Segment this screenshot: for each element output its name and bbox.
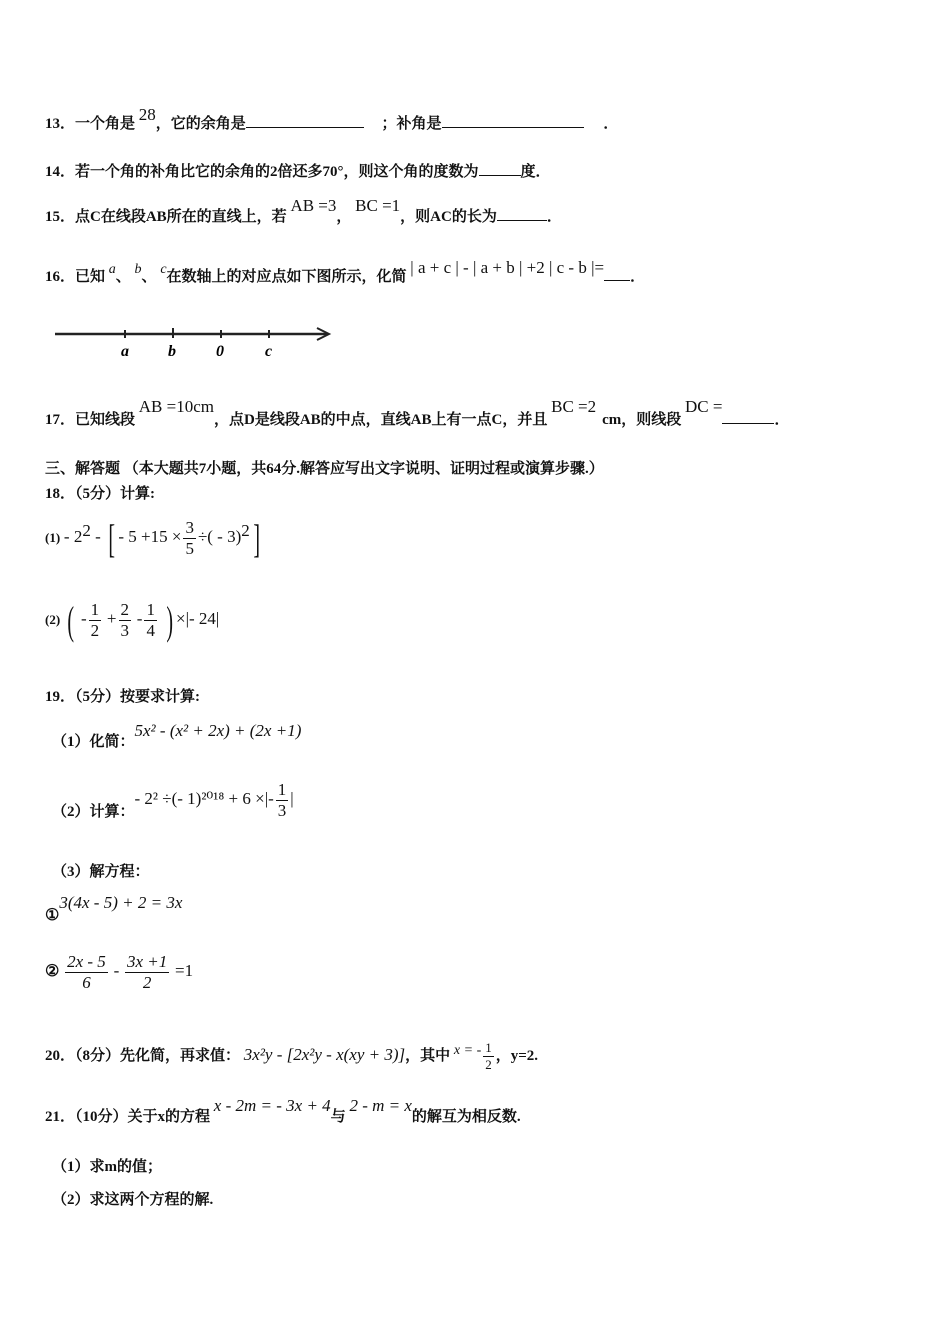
q21-line (45, 1096, 521, 1126)
q18-p2-fraction-2: $\frac{2}{3}$ (120, 600, 130, 640)
number-line (55, 325, 345, 370)
q13-line (45, 105, 619, 133)
q17-ab: AB =10cm (138, 397, 215, 416)
q14-number: 14． (45, 164, 76, 180)
q15-text-2: ，则AC的长为 (400, 209, 497, 225)
q15-ab: AB =3 (290, 196, 337, 215)
q15-end: ． (546, 209, 562, 225)
q21-sub-1: （1）求m的值； (52, 1159, 162, 1175)
q18-p1-minus: - (90, 526, 106, 546)
q16-text-2: 在数轴上的对应点如下图所示，化简 (166, 269, 407, 285)
label-b: b (168, 343, 176, 360)
q19-eq2-mark: ② (45, 962, 60, 980)
q20-fraction: $\frac{1}{2}$ (485, 1040, 492, 1072)
q15-line (45, 196, 562, 226)
q20-text-1: （8分）先化简，再求值： (75, 1047, 241, 1064)
q17-answer-blank[interactable] (722, 409, 774, 424)
q19-p2-label: （2）计算： (52, 803, 135, 820)
q18-p2-op-2: + (106, 608, 117, 628)
q20-text-2: ，其中 (405, 1047, 451, 1064)
q13-angle: 28 (138, 105, 156, 124)
q16-number: 16． (45, 269, 76, 285)
q16-var-c: c (160, 262, 167, 277)
q18-part-2: (2) ( - $\frac{1}{2}$ + $\frac{2}{3}$ - $\frac{1}{4}$ ) ×|- 24| (45, 597, 220, 643)
q19-eq1-mark: ① (45, 907, 60, 924)
q18-p2-op-3: - (136, 608, 143, 628)
q17-text-1: 已知线段 (75, 412, 136, 428)
q15-text-1: 点C在线段AB所在的直线上，若 (75, 209, 287, 225)
q18-p1-inner: - 5 +15 × (118, 526, 182, 546)
q19-heading: 19．（5分）按要求计算: (45, 689, 200, 705)
q16-sep-2: 、 (141, 269, 157, 285)
q14-answer-blank[interactable] (479, 161, 521, 176)
q16-expression: | a + c | - | a + b | +2 | c - b |= (410, 258, 605, 277)
q19-p2-expression: - 2² ÷(- 1)²⁰¹⁸ + 6 ×|- (134, 788, 274, 808)
q16-answer-blank[interactable] (604, 266, 630, 281)
q17-text-3: cm，则线段 (602, 412, 682, 428)
q20-x-value: x = - (453, 1042, 482, 1058)
q16-line (45, 258, 646, 286)
q19-p2-tail: | (290, 788, 294, 808)
q21-text-2: 与 (330, 1109, 346, 1125)
q19-equation-1 (45, 893, 183, 924)
q21-equation-2: 2 - m = x (349, 1096, 412, 1115)
q18-p2-op-1: - (81, 608, 87, 628)
q18-p2-tail: ×|- 24| (176, 608, 220, 628)
q16-text-1: 已知 (75, 269, 106, 285)
q18-p1-fraction: $\frac{3}{5}$ (185, 518, 194, 558)
q17-dc: DC = (685, 397, 723, 416)
label-a: a (121, 343, 129, 360)
q13-number: 13． (45, 116, 76, 132)
q19-part-3-label: （3）解方程： (52, 864, 150, 880)
q18-p2-label: (2) (45, 611, 61, 627)
q15-number: 15． (45, 209, 76, 225)
q15-answer-blank[interactable] (497, 206, 547, 221)
q21-text-1: （10分）关于x的方程 (75, 1109, 211, 1125)
q13-text-2: ，它的余角是 (155, 116, 246, 132)
q18-p1-exp: 2 (82, 520, 91, 540)
q17-bc: BC =2 (551, 397, 597, 416)
q19-eq2-fraction-1: $\frac{2x - 5}{6}$ (67, 952, 106, 992)
q19-p1-expression: 5x² - (x² + 2x) + (2x +1) (134, 721, 302, 740)
q14-text: 若一个角的补角比它的余角的2倍还多70°，则这个角的度数为 (75, 164, 479, 180)
q19-p1-label: （1）化简： (52, 734, 135, 750)
q20-number: 20． (45, 1047, 76, 1064)
q21-number: 21． (45, 1109, 76, 1125)
q15-sep: ， (336, 209, 352, 225)
q13-text-1: 一个角是 (75, 116, 136, 132)
q18-p1-label: (1) (45, 529, 61, 545)
q19-p2-fraction: $\frac{1}{3}$ (277, 780, 287, 820)
q19-eq1-expression: 3(4x - 5) + 2 = 3x (59, 893, 183, 912)
q18-p2-fraction-3: $\frac{1}{4}$ (146, 600, 155, 640)
q19-eq2-rhs: =1 (175, 960, 194, 980)
q21-sub-2: （2）求这两个方程的解. (52, 1192, 214, 1208)
q17-number: 17． (45, 412, 76, 428)
q19-part-1 (52, 720, 302, 750)
q20-expression: 3x²y - [2x²y - x(xy + 3)] (243, 1044, 406, 1064)
label-c: c (265, 343, 273, 360)
q16-sep-1: 、 (115, 269, 131, 285)
q19-part-2 (52, 780, 294, 821)
q21-text-3: 的解互为相反数. (411, 1109, 521, 1125)
q16-var-a: a (108, 262, 116, 277)
q13-text-3: ；补角是 (381, 116, 442, 132)
q18-p2-fraction-1: $\frac{1}{2}$ (90, 600, 100, 640)
q20-line (45, 1040, 538, 1073)
q13-answer-blank-1[interactable] (246, 113, 364, 128)
q19-equation-2 (45, 952, 193, 993)
section-3-title: 三、解答题 （本大题共7小题，共64分.解答应写出文字说明、证明过程或演算步骤.） (45, 461, 604, 477)
q19-eq2-op: - (113, 960, 120, 980)
q18-p1-exp-2: 2 (241, 520, 250, 540)
q20-text-3: ，y=2. (495, 1047, 539, 1064)
q17-line (45, 397, 790, 429)
q14-end: 度． (520, 164, 551, 180)
q19-eq2-fraction-2: $\frac{3x +1}{2}$ (126, 952, 168, 992)
q14-line (45, 160, 551, 181)
q18-p1-div: ÷( - 3) (197, 526, 242, 546)
q15-bc: BC =1 (355, 196, 401, 215)
q13-answer-blank-2[interactable] (442, 113, 584, 128)
q16-var-b: b (134, 262, 142, 277)
q18-p1-neg-two: - 2 (63, 526, 83, 546)
q18-part-1: $(1) - 2^2$ - [ - 5 +15 × $\frac{3}{5}$ ÷( - 3)$^2$] (45, 515, 260, 561)
q21-equation-1: x - 2m = - 3x + 4 (213, 1096, 331, 1115)
label-0: 0 (216, 343, 224, 360)
q17-end: ． (774, 412, 790, 428)
q17-text-2: ，点D是线段AB的中点，直线AB上有一点C，并且 (214, 412, 548, 428)
q18-heading: 18．（5分）计算: (45, 486, 155, 502)
number-line-axis (55, 325, 345, 365)
q16-end: ． (630, 269, 646, 285)
q13-end: ． (603, 116, 619, 132)
